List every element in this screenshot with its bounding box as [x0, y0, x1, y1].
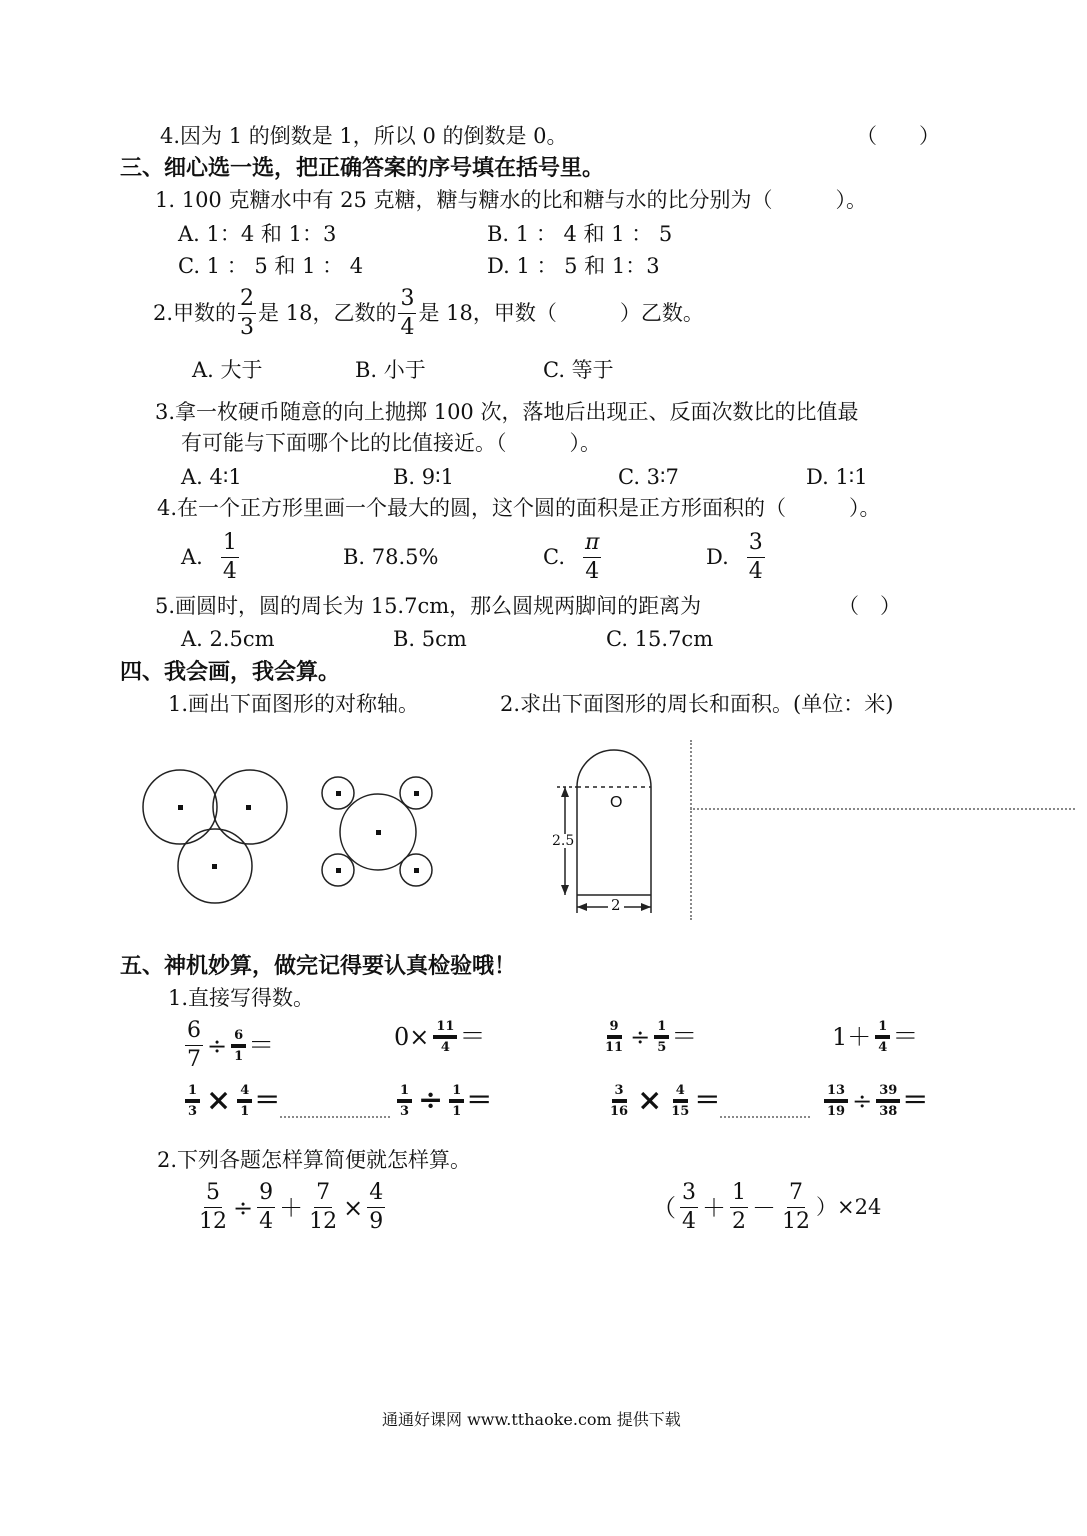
lead-term: 0× — [394, 1023, 430, 1051]
fraction — [680, 1182, 698, 1233]
fraction-denominator: 2 — [732, 1209, 746, 1234]
fraction-numerator: 4 — [237, 1084, 252, 1103]
option-label: C. — [543, 545, 565, 569]
q2-option-a: A. 大于 — [192, 358, 263, 382]
fraction — [433, 1020, 457, 1054]
q2-part3: 是 18，甲数（ ）乙数。 — [418, 301, 704, 325]
equals-sign: ＝ — [248, 1030, 275, 1061]
fraction-denominator: 7 — [187, 1047, 201, 1072]
equals-sign: ＝ — [694, 1086, 721, 1116]
fraction-denominator: 4 — [259, 1209, 274, 1234]
fraction-denominator: 9 — [369, 1209, 384, 1234]
q2-option-c: C. 等于 — [543, 358, 614, 382]
q2-part2: 是 18，乙数的 — [258, 301, 397, 325]
fraction — [185, 1020, 203, 1071]
fraction-numerator: 1 — [449, 1084, 464, 1103]
q5-stem: 5.画圆时，圆的周长为 15.7cm，那么圆规两脚间的距离为 — [155, 594, 702, 618]
fraction-denominator: 3 — [188, 1104, 198, 1119]
fraction — [602, 1020, 626, 1054]
section-5-q1: 1.直接写得数。 — [168, 986, 315, 1010]
fraction-denominator: 38 — [879, 1104, 898, 1119]
close-paren-times: ）×24 — [816, 1195, 882, 1219]
fraction-denominator: 12 — [782, 1209, 810, 1234]
simplify-expression-2 — [650, 1182, 883, 1233]
fraction — [231, 1029, 246, 1063]
dotted-divider — [720, 1116, 810, 1118]
q4-option-a-fraction — [221, 532, 239, 583]
q3-stem-line1: 3.拿一枚硬币随意的向上抛掷 100 次，落地后出现正、反面次数比的比值最 — [155, 400, 859, 424]
fraction-denominator: 1 — [452, 1104, 462, 1119]
fraction-denominator: 16 — [610, 1104, 629, 1119]
fraction-numerator: 1 — [654, 1020, 669, 1039]
question-4-true-false: 4.因为 1 的倒数是 1，所以 0 的倒数是 0。 — [160, 124, 568, 148]
fraction-numerator: 9 — [607, 1020, 622, 1039]
fraction-numerator: 3 — [398, 288, 416, 314]
fraction — [875, 1020, 890, 1054]
calc-row1-item3 — [600, 1020, 697, 1054]
q3-option-b: B. 9∶1 — [393, 465, 454, 489]
section-3-title: 三、细心选一选，把正确答案的序号填在括号里。 — [120, 155, 605, 181]
option-label: A. — [181, 545, 203, 569]
fraction-denominator: 5 — [657, 1040, 667, 1055]
fraction-numerator: 5 — [204, 1182, 222, 1208]
fraction — [257, 1182, 275, 1233]
answer-bracket: （ ） — [856, 124, 940, 148]
calc-row2-item3 — [605, 1084, 720, 1118]
fraction — [824, 1084, 848, 1118]
q3-option-a: A. 4∶1 — [181, 465, 242, 489]
fraction-numerator: 4 — [673, 1084, 688, 1103]
fraction-numerator: 11 — [433, 1020, 457, 1039]
fraction-numerator: 2 — [238, 288, 256, 314]
equals-sign: ＝ — [892, 1022, 919, 1052]
lead-term: 1＋ — [832, 1023, 872, 1051]
calc-row1-item2 — [392, 1020, 486, 1054]
calc-row2-item1 — [183, 1084, 280, 1118]
q5-option-a: A. 2.5cm — [181, 627, 275, 651]
calc-row2-item4 — [822, 1084, 928, 1118]
operator: ÷ — [233, 1193, 254, 1222]
equals-sign: ＝ — [254, 1086, 281, 1116]
open-paren: （ — [652, 1193, 676, 1222]
q2-fraction-2 — [398, 288, 416, 339]
operator: ÷ — [852, 1087, 873, 1115]
fraction-numerator: 4 — [367, 1182, 385, 1208]
calc-row2-item2 — [395, 1084, 492, 1118]
fraction-denominator: 4 — [878, 1040, 888, 1055]
width-label: 2 — [608, 898, 624, 913]
five-circles-figure — [320, 775, 440, 895]
fraction — [197, 1182, 229, 1233]
fraction-numerator: 7 — [314, 1182, 332, 1208]
fraction — [730, 1182, 748, 1233]
fraction-numerator: 13 — [824, 1084, 848, 1103]
operator: － — [752, 1193, 776, 1222]
fraction-denominator: 4 — [400, 315, 415, 340]
fraction-numerator: 39 — [876, 1084, 900, 1103]
fraction-denominator: 3 — [240, 315, 255, 340]
q1-stem: 1. 100 克糖水中有 25 克糖，糖与糖水的比和糖与水的比分别为（ ）。 — [155, 188, 868, 212]
q2-fraction-1 — [238, 288, 256, 339]
equals-sign: ＝ — [902, 1086, 929, 1116]
calc-row1-item1 — [183, 1020, 274, 1071]
operator: × — [637, 1083, 663, 1118]
fraction-denominator: 4 — [440, 1040, 450, 1055]
operator: ÷ — [630, 1023, 651, 1051]
simplify-expression-1 — [195, 1182, 387, 1233]
fraction — [449, 1084, 464, 1118]
fraction-denominator: 1 — [234, 1048, 244, 1064]
q4-option-d — [706, 532, 767, 583]
fraction-numerator: 6 — [185, 1020, 203, 1046]
operator: ＋ — [702, 1193, 726, 1222]
fraction-denominator: 4 — [682, 1209, 696, 1234]
dotted-divider — [280, 1116, 390, 1118]
operator: ÷ — [207, 1031, 228, 1060]
fraction-denominator: 11 — [605, 1040, 624, 1055]
fraction-denominator: 1 — [240, 1104, 250, 1119]
q1-option-c: C. 1 ： 5 和 1 ： 4 — [178, 254, 364, 278]
center-o-label: O — [610, 794, 623, 811]
section-4-q1: 1.画出下面图形的对称轴。 — [168, 692, 420, 716]
section-5-title: 五、神机妙算，做完记得要认真检验哦！ — [120, 953, 517, 979]
fraction-denominator: 12 — [199, 1209, 227, 1234]
fraction-numerator: 3 — [680, 1182, 698, 1208]
fraction-numerator: 1 — [185, 1084, 200, 1103]
fraction-numerator: 7 — [787, 1182, 805, 1208]
footer-source: 通通好课网 www.tthaoke.com 提供下载 — [382, 1410, 681, 1429]
fraction — [780, 1182, 812, 1233]
q3-stem-line2: 有可能与下面哪个比的比值接近。（ ）。 — [181, 431, 601, 455]
fraction — [668, 1084, 692, 1118]
q1-option-a: A. 1：4 和 1：3 — [178, 222, 337, 246]
fraction-numerator: 1 — [397, 1084, 412, 1103]
operator: × — [206, 1083, 232, 1118]
three-circles-figure — [140, 760, 290, 910]
section-4-q2: 2.求出下面图形的周长和面积。(单位：米) — [500, 692, 894, 716]
fraction — [185, 1084, 200, 1118]
calc-row1-item4 — [830, 1020, 918, 1054]
q3-option-c: C. 3∶7 — [618, 465, 679, 489]
q4-option-d-fraction — [747, 532, 765, 583]
fraction — [654, 1020, 669, 1054]
fraction-numerator: 6 — [231, 1029, 246, 1048]
fraction-denominator: 19 — [827, 1104, 846, 1119]
fraction — [397, 1084, 412, 1118]
q2-stem — [153, 288, 704, 339]
q5-option-b: B. 5cm — [393, 627, 467, 651]
dotted-divider — [690, 740, 692, 920]
section-5-q2: 2.下列各题怎样算简便就怎样算。 — [157, 1148, 472, 1172]
fraction-numerator: 1 — [730, 1182, 748, 1208]
section-4-title: 四、我会画，我会算。 — [120, 659, 341, 685]
fraction-denominator: 4 — [222, 559, 237, 584]
fraction-denominator: 3 — [400, 1104, 410, 1119]
fraction — [876, 1084, 900, 1118]
q4-option-b: B. 78.5% — [343, 545, 439, 569]
equals-sign: ＝ — [466, 1086, 493, 1116]
operator: ÷ — [418, 1083, 444, 1118]
fraction-numerator: π — [583, 532, 601, 558]
q5-option-c: C. 15.7cm — [606, 627, 714, 651]
fraction-denominator: 15 — [671, 1104, 690, 1119]
dotted-divider — [690, 808, 1075, 810]
q5-bracket: （ ） — [838, 594, 901, 618]
q3-option-d: D. 1∶1 — [806, 465, 868, 489]
q2-option-b: B. 小于 — [355, 358, 426, 382]
q4-option-c — [543, 532, 603, 583]
height-label: 2.5 — [552, 833, 575, 849]
fraction-denominator: 4 — [585, 559, 600, 584]
equals-sign: ＝ — [671, 1022, 698, 1052]
q4-stem: 4.在一个正方形里画一个最大的圆，这个圆的面积是正方形面积的（ ）。 — [157, 496, 881, 520]
fraction — [367, 1182, 385, 1233]
fraction-denominator: 4 — [748, 559, 763, 584]
fraction-numerator: 3 — [612, 1084, 627, 1103]
fraction-numerator: 9 — [257, 1182, 275, 1208]
operator: × — [343, 1193, 364, 1222]
q4-option-a — [181, 532, 241, 583]
q2-part1: 2.甲数的 — [153, 301, 237, 325]
fraction-numerator: 1 — [221, 532, 239, 558]
fraction-numerator: 1 — [875, 1020, 890, 1039]
q4-option-c-fraction — [583, 532, 601, 583]
fraction-denominator: 12 — [309, 1209, 338, 1234]
fraction — [237, 1084, 252, 1118]
equals-sign: ＝ — [459, 1022, 486, 1052]
fraction — [307, 1182, 339, 1233]
q1-option-b: B. 1 ： 4 和 1 ： 5 — [487, 222, 673, 246]
operator: ＋ — [279, 1193, 304, 1222]
q1-option-d: D. 1 ： 5 和 1：3 — [487, 254, 660, 278]
fraction-numerator: 3 — [747, 532, 765, 558]
fraction — [607, 1084, 631, 1118]
option-label: D. — [706, 545, 729, 569]
